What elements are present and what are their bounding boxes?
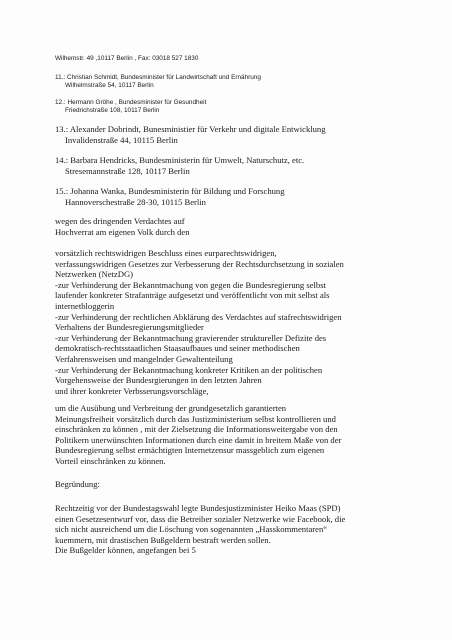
text-line: Vorteil einschränken zu können.: [55, 455, 166, 466]
recipient-number: 12.:: [55, 99, 66, 106]
recipient-12: [55, 99, 425, 115]
recipient-line: [55, 124, 425, 135]
verdacht-paragraph: [55, 216, 425, 237]
text-line: sich nicht ausreichend um die Löschung von sogenannten „Hasskommentaren“: [55, 524, 328, 535]
text-line: internetbloggerin: [55, 300, 115, 311]
beschluss-paragraph: [55, 248, 425, 396]
recipient-name: Alexander Dobrindt, Bunesministier für Verkehr und digitale Entwicklung: [69, 124, 326, 134]
text-line: Bundesregierung selbst ermächtigten Internetzensur massgeblich zum eigenen: [55, 445, 325, 456]
recipient-name: Hermann Gröhe , Bundesminister für Gesundheit: [67, 99, 207, 106]
recipient-number: 15.:: [55, 186, 69, 196]
recipient-line: [55, 99, 425, 107]
text-line: Netzwerken (NetzDG): [55, 269, 134, 280]
text-line: Vorgehensweise der Bundesrgierungen in den letzten Jahren: [55, 375, 262, 386]
text-line: -zur Verhinderung der Bekanntmachung von gegen die Bundesregierung selbst: [55, 279, 326, 290]
recipient-number: 13.:: [55, 124, 69, 134]
recipient-address: Wilhelmstraße 54, 10117 Berlin: [65, 82, 154, 90]
text-line: Meinungsfreiheit vorsätzlich durch das Justizministerium selbst kontrollieren und: [55, 413, 336, 424]
address-line: Wilhemstr. 49 ,10117 Berlin , Fax: 03018 527 1830: [55, 55, 199, 62]
text-line: Rechtzeitig vor der Bundestagswahl legte Bundesjustizminister Heiko Maas (SPD): [55, 503, 341, 513]
text-line: um die Ausübung und Verbreitung der grundgesetzlich garantierten: [55, 403, 287, 413]
text-line: -zur Verhinderung der Bekanntmachung konkreter Kritiken an der politischen: [55, 364, 323, 375]
begruendung-heading: Begründung:: [55, 479, 100, 489]
text-line: vorsätzlich rechtswidrigen Beschluss eines eurparechtswidrigen,: [55, 248, 277, 258]
text-line: demokratisch-rechtsstaatlichen Staasaufbaues und seiner methodischen: [55, 343, 300, 354]
recipient-line: [55, 186, 425, 197]
recipient-line: [55, 74, 425, 82]
text-line: Politikern unerwünschten Informationen durch eine damit in breitem Maße von der: [55, 434, 342, 445]
text-line: einschränken zu können , mit der Zielsetzung die Informationsweitergabe von den: [55, 424, 338, 435]
recipient-name: Christian Schmidt, Bundesminister für Landwirtschaft und Ernährung: [66, 74, 261, 81]
text-line: Die Bußgelder können, angefangen bei 5: [55, 545, 196, 556]
begruendung-paragraph: [55, 503, 425, 556]
recipient-name: Johanna Wanka, Bundesministerin für Bildung und Forschung: [70, 186, 285, 196]
text-line: Verfahrensweisen und mangelnder Gewaltenteilung: [55, 353, 233, 364]
text-line: Verhaltens der Bundesregierungsmitglieder: [55, 322, 204, 333]
text-line: laufender konkreter Strafanträge aufgesetzt und veröffentlicht von mit selbst als: [55, 290, 330, 301]
text-line: -zur Verhinderung der Bekanntmachung gravierender struktureller Defizite des: [55, 332, 327, 343]
text-line: verfassungswidrigen Gesetzes zur Verbesserung der Rechtsdurchsetzung in sozialen: [55, 258, 344, 269]
recipient-13: [55, 124, 425, 145]
text-line: Hochverrat am eigenen Volk durch den: [55, 226, 190, 237]
recipient-line: [55, 155, 425, 166]
recipient-11: [55, 74, 425, 90]
text-line: -zur Verhinderung der rechtlichen Abklärung des Verdachtes auf stafrechtswidrigen: [55, 311, 342, 322]
recipient-address: Hannoverschestraße 28-30, 10115 Berlin: [65, 196, 206, 207]
recipient-address: Friedrichstraße 108, 10117 Berlin: [65, 107, 160, 115]
recipient-name: Barbara Hendricks, Bundesministerin für Umwelt, Naturschutz, etc.: [70, 155, 305, 165]
recipient-address: Stresemannstraße 128, 10117 Berlin: [65, 165, 190, 176]
text-line: und ihrer konkreter Verbsserungsvorschläge,: [55, 385, 209, 396]
recipient-15: [55, 186, 425, 207]
text-line: kuemmern, mit drastischen Bußgeldern bestraft werden sollen.: [55, 534, 271, 545]
recipient-address: Invalidenstraße 44, 10115 Berlin: [65, 134, 178, 145]
recipient-number: 14.:: [55, 155, 69, 165]
zweck-paragraph: [55, 403, 425, 467]
recipient-14: [55, 155, 425, 176]
recipient-number: 11.:: [55, 74, 66, 81]
text-line: wegen des dringenden Verdachtes auf: [55, 216, 185, 226]
text-line: einen Gesetzesentwurf vor, dass die Betreiber sozialer Netzwerke wie Facebook, die: [55, 513, 346, 524]
